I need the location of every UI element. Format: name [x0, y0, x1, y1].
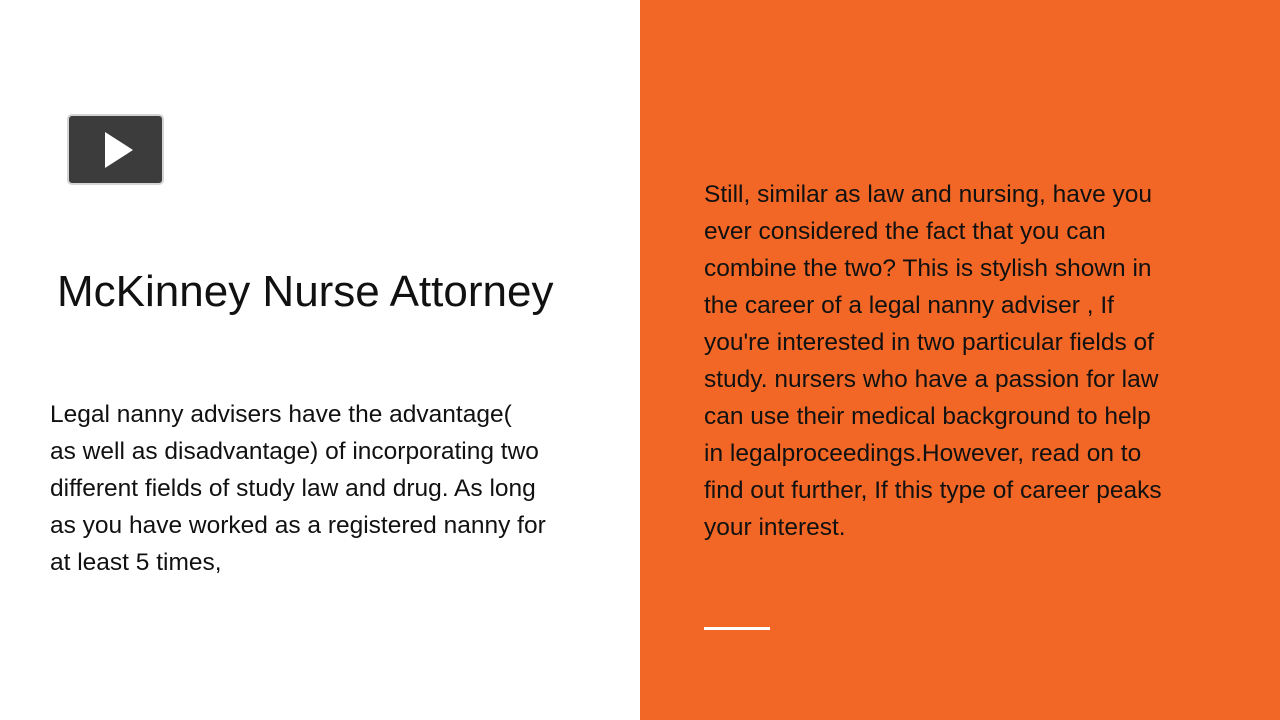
- play-icon: [94, 128, 138, 172]
- video-play-button[interactable]: [67, 114, 164, 185]
- left-body-text: Legal nanny advisers have the advantage( as well as disadvantage) of incorporating two different fields of study law and drug. As long as you have worked as a registered nanny for at least 5 times,: [50, 401, 546, 576]
- right-panel: [640, 0, 1280, 720]
- right-body-text: Still, similar as law and nursing, have you ever considered the fact that you can combine the two? This is stylish shown in the career of a legal nanny adviser , If you're interested in two particular fields of study. nursers who have a passion for law can use their medical background to help in legalproceedings.However, read on to find out further, If this type of career peaks your interest.: [704, 181, 1162, 541]
- slide-title: McKinney Nurse Attorney: [57, 267, 554, 316]
- accent-divider: [704, 627, 770, 630]
